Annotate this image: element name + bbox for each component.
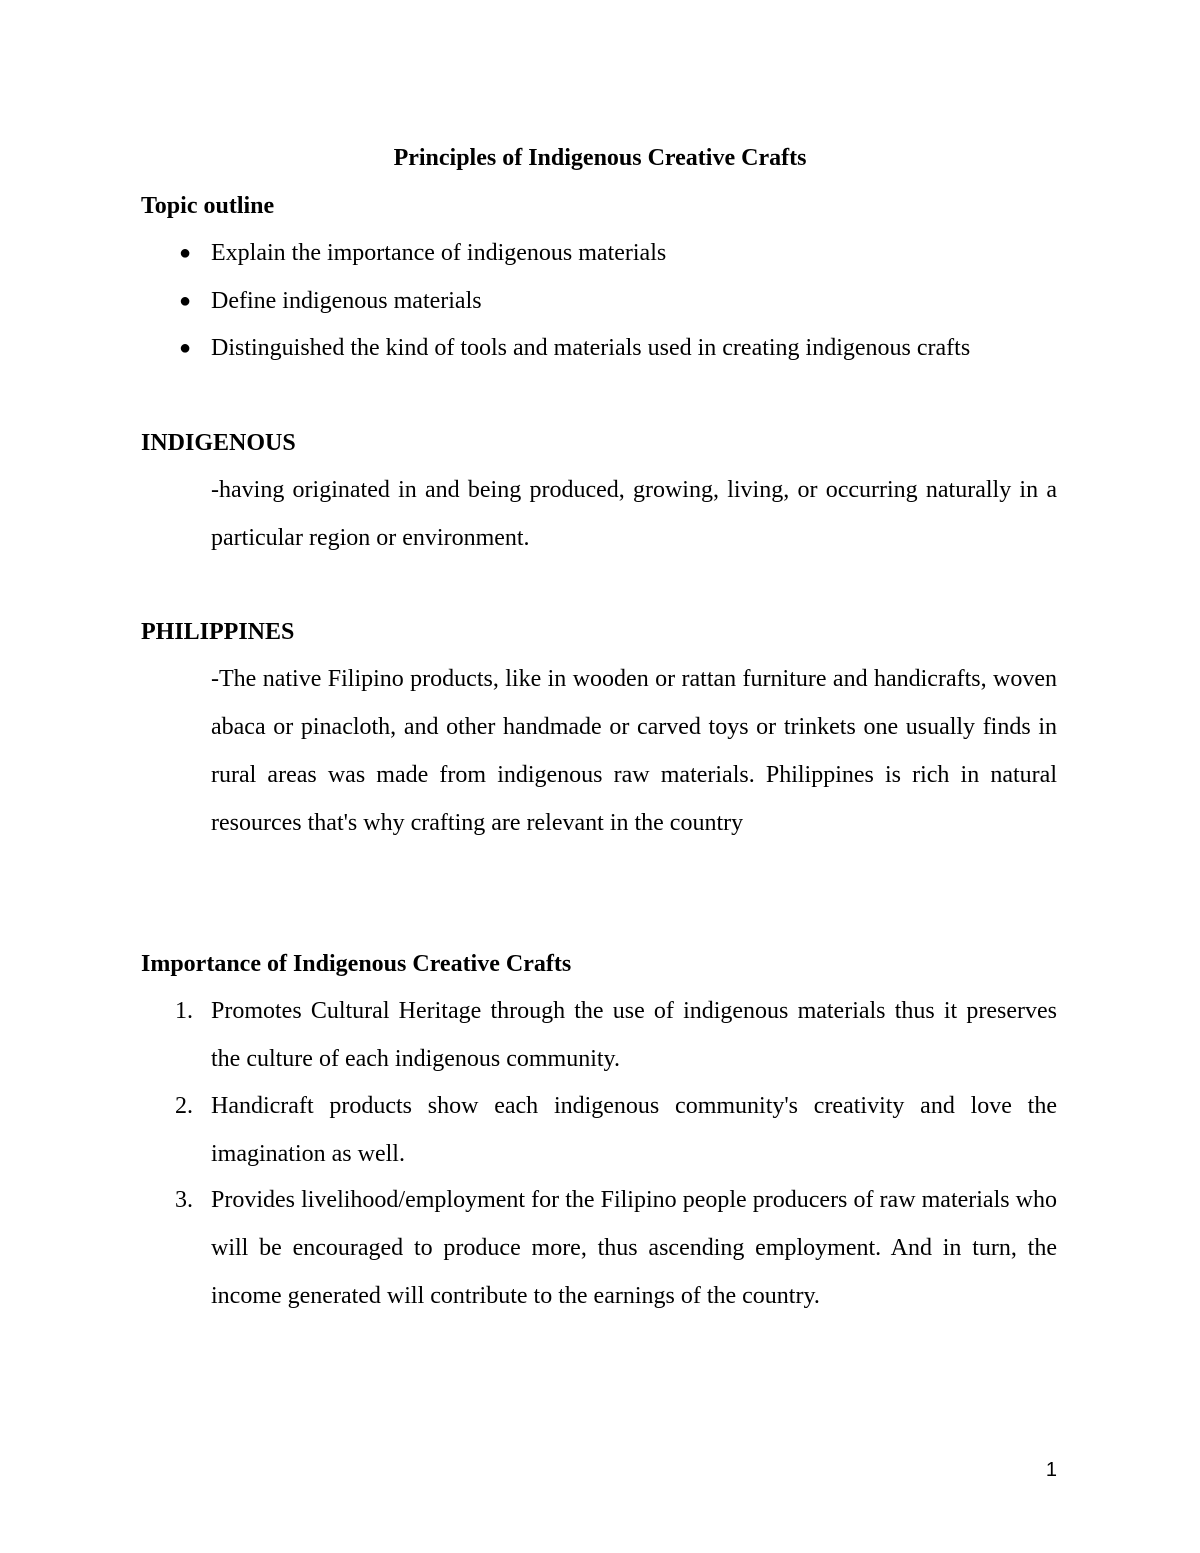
list-item-text: Define indigenous materials (211, 288, 482, 314)
importance-heading: Importance of Indigenous Creative Crafts (141, 951, 572, 977)
bullet-icon: ● (179, 290, 192, 312)
list-item-text: Handicraft products show each indigenous community's creativity and love the imagination as well. (211, 1093, 1057, 1167)
list-item-text: Provides livelihood/employment for the Filipino people producers of raw materials who will be encouraged to produce more, thus ascending employment. And in turn, the income generated will contribute to the earnings of the country. (211, 1187, 1057, 1309)
list-item-text: Distinguished the kind of tools and materials used in creating indigenous crafts (211, 335, 971, 361)
list-number: 2. (175, 1093, 193, 1119)
philippines-heading: PHILIPPINES (141, 619, 295, 645)
philippines-definition: -The native Filipino products, like in wooden or rattan furniture and handicrafts, woven abaca or pinacloth, and other handmade or carved toys or trinkets one usually finds in rural areas was made from indigenous raw materials. Philippines is rich in natural resources that's why crafting are relevant in the country (211, 666, 1057, 836)
list-number: 3. (175, 1187, 193, 1213)
page-number: 1 (1045, 1459, 1057, 1481)
bullet-icon: ● (179, 337, 192, 359)
list-number: 1. (175, 998, 193, 1024)
list-item-text: Explain the importance of indigenous materials (211, 240, 667, 266)
bullet-icon: ● (179, 242, 192, 264)
list-item-text: Promotes Cultural Heritage through the use of indigenous materials thus it preserves the culture of each indigenous community. (211, 998, 1057, 1072)
document-title: Principles of Indigenous Creative Crafts (393, 145, 807, 171)
topic-outline-heading: Topic outline (141, 193, 275, 219)
indigenous-definition: -having originated in and being produced, growing, living, or occurring naturally in a particular region or environment. (211, 477, 1057, 551)
indigenous-heading: INDIGENOUS (141, 430, 296, 456)
